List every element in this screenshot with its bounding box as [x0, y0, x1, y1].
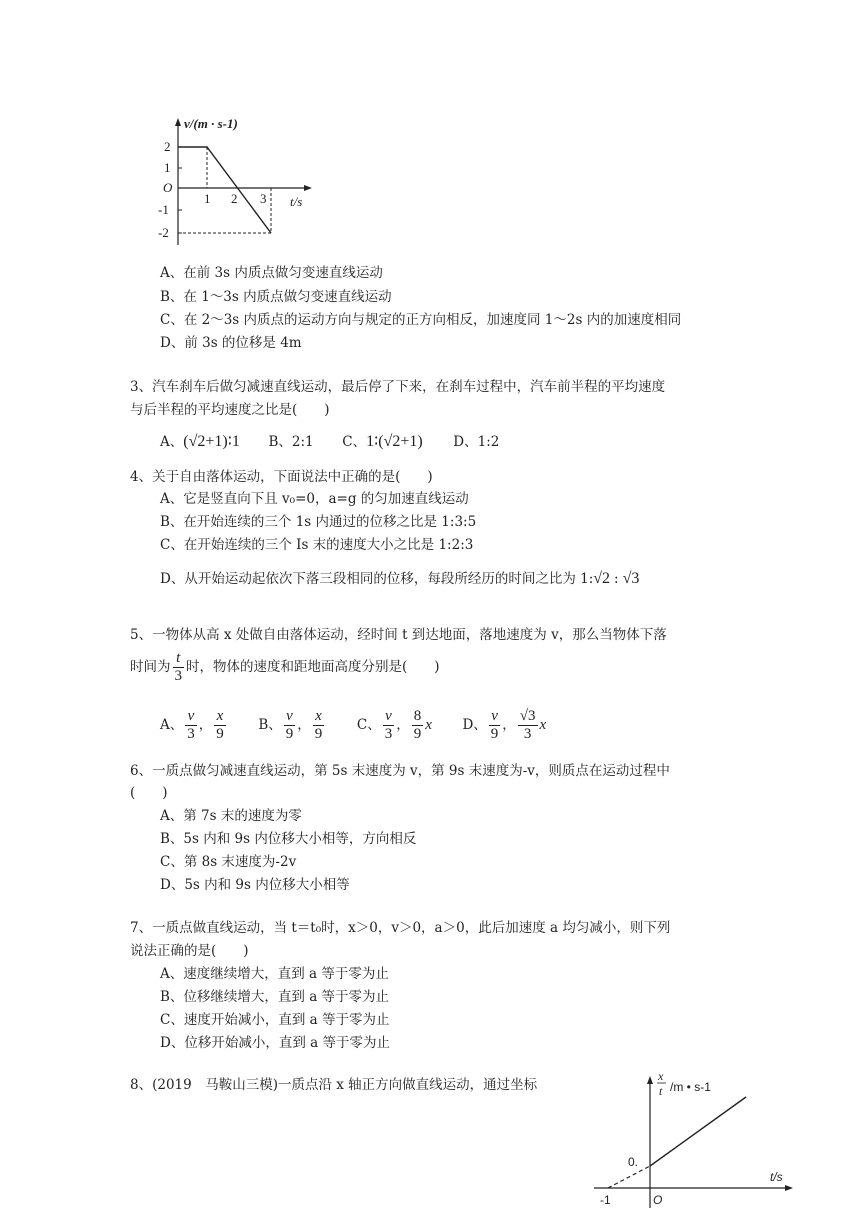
q7-option-a: A、速度继续增大，直到 a 等于零为止: [160, 966, 389, 982]
q8-stem: 8、(2019 马鞍山三模)一质点沿 x 轴正方向做直线运动，通过坐标: [130, 1077, 538, 1093]
q7-option-c: C、速度开始减小，直到 a 等于零为止: [160, 1012, 390, 1028]
q5-options: [160, 708, 546, 743]
q3-option-a-math: (√2+1)∶1: [183, 433, 240, 450]
y-axis-label-den: t: [659, 1084, 663, 1098]
q3-option-d: D、1:2: [453, 434, 500, 450]
q3-option-b: B、2:1: [268, 434, 314, 450]
xt-over-t-chart: [590, 1068, 800, 1214]
q4-option-b: B、在开始连续的三个 1s 内通过的位移之比是 1:3:5: [160, 514, 477, 530]
q5-stem-line2: 时间为 $\frac{t}{3}$ 时，物体的速度和距地面高度分别是( ): [130, 650, 440, 684]
q6-stem-line2: ( ): [130, 785, 168, 801]
origin-label: O: [653, 1193, 663, 1207]
q7-option-b: B、位移继续增大，直到 a 等于零为止: [160, 989, 390, 1005]
q7-stem-line1: 7、一质点做直线运动，当 t＝t₀时，x＞0，v＞0，a＞0，此后加速度 a 均匀减小，则下列: [130, 920, 671, 936]
y-axis-label-unit: /m • s-1: [670, 1080, 711, 1094]
q5-stem-line1: 5、一物体从高 x 处做自由落体运动，经时间 t 到达地面，落地速度为 v，那么当物体下落: [130, 627, 667, 643]
x-tick-3: 3: [260, 191, 267, 206]
origin-label: O: [163, 180, 173, 195]
q4-option-d: D、从开始运动起依次下落三段相同的位移，每段所经历的时间之比为 1:√2 : √3: [160, 570, 640, 587]
q2-option-c: C、在 2～3s 内质点的运动方向与规定的正方向相反，加速度同 1～2s 内的加速度相同: [160, 312, 682, 328]
q4-option-c: C、在开始连续的三个 Is 末的速度大小之比是 1:2:3: [160, 537, 474, 553]
x-axis-arrow: [785, 1185, 793, 1191]
x-axis-label: t/s: [290, 194, 303, 209]
x-neg1-label: -1: [600, 1193, 611, 1207]
q7-stem-line2: 说法正确的是( ): [130, 943, 249, 959]
q5-option-a: A、 $\frac{v}{3}$ ， $\frac{x}{9}$: [160, 708, 224, 742]
q3-stem-line2: 与后半程的平均速度之比是( ): [130, 402, 330, 418]
q5-fraction-t-over-3: $\frac{t}{3}$: [174, 650, 182, 684]
y-axis-arrow: [647, 1076, 653, 1084]
q4-stem: 4、关于自由落体运动，下面说法中正确的是( ): [130, 469, 433, 485]
dashed-extension: [608, 1166, 650, 1188]
velocity-series-line: [178, 147, 271, 233]
q6-option-d: D、5s 内和 9s 内位移大小相等: [160, 877, 350, 893]
y-tick-neg1: -1: [158, 202, 169, 217]
q3-stem-line1: 3、汽车刹车后做匀减速直线运动，最后停了下来，在刹车过程中，汽车前半程的平均速度: [130, 379, 666, 395]
q6-stem-line1: 6、一质点做匀减速直线运动，第 5s 末速度为 v，第 9s 末速度为-v，则质点在运动过程中: [130, 763, 670, 779]
q3-option-c-prefix: C、: [342, 434, 367, 450]
q5-option-c: C、 $\frac{v}{3}$ ， $\frac{8}{9}$ x: [356, 708, 432, 742]
q3-option-a-prefix: A、: [160, 434, 184, 450]
x-tick-1: 1: [204, 191, 211, 206]
q6-option-b: B、5s 内和 9s 内位移大小相等，方向相反: [160, 831, 417, 847]
q4-option-a: A、它是竖直向下且 v₀=0，a=g 的匀加速直线运动: [160, 491, 469, 507]
y-tick-1: 1: [164, 160, 171, 175]
x-tick-2: 2: [231, 191, 238, 206]
q2-option-a: A、在前 3s 内质点做匀变速直线运动: [160, 265, 383, 281]
q5-option-b: B、 $\frac{v}{9}$ ， $\frac{x}{9}$: [258, 708, 323, 742]
q7-option-d: D、位移开始减小，直到 a 等于零为止: [160, 1035, 390, 1051]
y-intercept-label: 0.: [628, 1155, 639, 1169]
x-axis-label: t/s: [770, 1170, 783, 1184]
q5-option-d: D、 $\frac{v}{9}$ ， $\frac{√3}{3}$ x: [462, 708, 547, 742]
q6-option-a: A、第 7s 末的速度为零: [160, 808, 302, 824]
q2-option-b: B、在 1～3s 内质点做匀变速直线运动: [160, 289, 392, 305]
x-axis-arrow: [304, 185, 312, 191]
y-tick-2: 2: [164, 139, 171, 154]
y-axis-label: v/(m · s-1): [184, 116, 238, 131]
q2-option-d: D、前 3s 的位移是 4m: [160, 335, 302, 351]
q3-options: [160, 433, 499, 451]
velocity-time-chart: [150, 110, 325, 255]
y-tick-neg2: -2: [158, 225, 169, 240]
q6-option-c: C、第 8s 末速度为-2v: [160, 854, 297, 870]
y-axis-label-num: x: [658, 1069, 664, 1083]
y-axis-arrow: [175, 118, 181, 126]
data-line: [650, 1097, 746, 1166]
q3-option-c-math: 1∶(√2+1): [366, 433, 423, 450]
